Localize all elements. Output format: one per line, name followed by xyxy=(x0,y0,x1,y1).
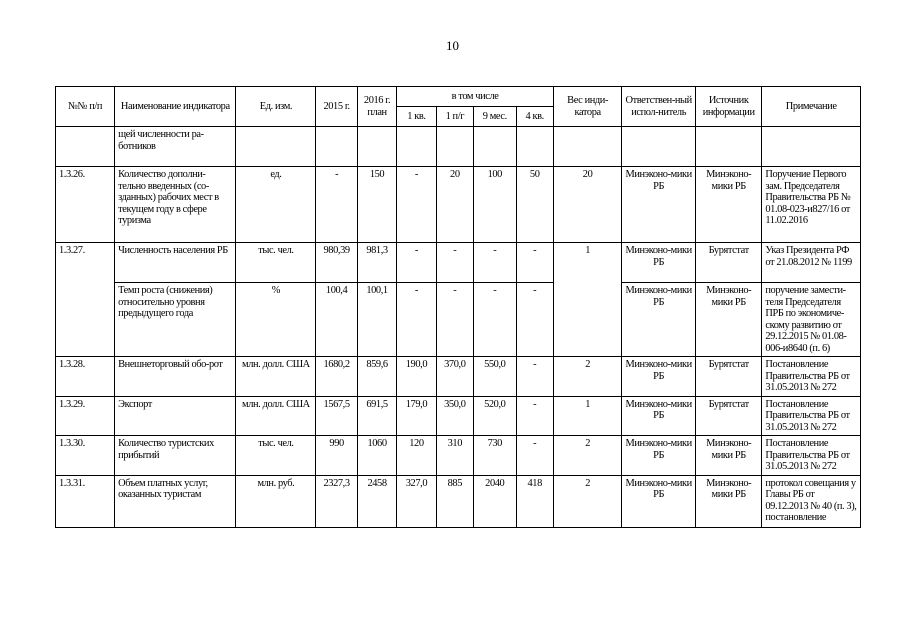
cell-9m: - xyxy=(474,243,517,283)
header-name: Наименование индикатора xyxy=(115,87,236,127)
cell-name: Экспорт xyxy=(115,396,236,436)
cell-num xyxy=(56,127,115,167)
header-9m: 9 мес. xyxy=(474,107,517,127)
cell-2016: 2458 xyxy=(357,475,396,527)
cell-unit: млн. долл. США xyxy=(236,357,316,397)
cell-q4: - xyxy=(516,436,553,476)
cell-q1: - xyxy=(397,283,436,357)
cell-note: Постановление Правительства РБ от 31.05.2013 № 272 xyxy=(762,396,861,436)
cell-responsible: Минэконо-мики РБ xyxy=(622,475,696,527)
cell-2015: 980,39 xyxy=(316,243,357,283)
table-header xyxy=(56,87,861,127)
cell-q1: - xyxy=(397,167,436,243)
cell-q1: 190,0 xyxy=(397,357,436,397)
cell-name: щей численности ра-ботников xyxy=(115,127,236,167)
cell-note: Постановление Правительства РБ от 31.05.2013 № 272 xyxy=(762,436,861,476)
header-responsible: Ответствен-ный испол-нитель xyxy=(622,87,696,127)
cell-responsible: Минэконо-мики РБ xyxy=(622,243,696,283)
header-q4: 4 кв. xyxy=(516,107,553,127)
cell-9m: 520,0 xyxy=(474,396,517,436)
cell-weight: 2 xyxy=(553,436,621,476)
table-row xyxy=(56,357,861,397)
cell-h1: 310 xyxy=(436,436,473,476)
cell-9m: 2040 xyxy=(474,475,517,527)
header-note: Примечание xyxy=(762,87,861,127)
cell-weight: 2 xyxy=(553,475,621,527)
cell-h1: - xyxy=(436,283,473,357)
cell-source: Минэконо-мики РБ xyxy=(695,283,761,357)
cell-unit: тыс. чел. xyxy=(236,243,316,283)
cell-note: Постановление Правительства РБ от 31.05.2013 № 272 xyxy=(762,357,861,397)
cell-q4: 50 xyxy=(516,167,553,243)
cell-name: Объем платных услуг, оказанных туристам xyxy=(115,475,236,527)
cell-q1: 327,0 xyxy=(397,475,436,527)
header-h1: 1 п/г xyxy=(436,107,473,127)
cell-responsible: Минэконо-мики РБ xyxy=(622,357,696,397)
header-2016-plan: 2016 г. план xyxy=(357,87,396,127)
cell-h1: - xyxy=(436,243,473,283)
cell-weight: 1 xyxy=(553,396,621,436)
cell-h1: 20 xyxy=(436,167,473,243)
cell-responsible: Минэконо-мики РБ xyxy=(622,167,696,243)
cell-unit: млн. руб. xyxy=(236,475,316,527)
cell-note: Указ Президента РФ от 21.08.2012 № 1199 xyxy=(762,243,861,283)
cell-weight xyxy=(553,127,621,167)
cell-num: 1.3.30. xyxy=(56,436,115,476)
cell-9m: 550,0 xyxy=(474,357,517,397)
cell-name: Внешнеторговый обо-рот xyxy=(115,357,236,397)
cell-source: Бурятстат xyxy=(695,396,761,436)
header-source: Источник информации xyxy=(695,87,761,127)
cell-responsible: Минэконо-мики РБ xyxy=(622,436,696,476)
cell-unit: млн. долл. США xyxy=(236,396,316,436)
cell-2015: 100,4 xyxy=(316,283,357,357)
table-row xyxy=(56,283,861,357)
table-row xyxy=(56,243,861,283)
table-row xyxy=(56,396,861,436)
cell-2016: 981,3 xyxy=(357,243,396,283)
cell-q1 xyxy=(397,127,436,167)
cell-num: 1.3.28. xyxy=(56,357,115,397)
cell-source: Минэконо-мики РБ xyxy=(695,167,761,243)
cell-note xyxy=(762,127,861,167)
cell-q4 xyxy=(516,127,553,167)
cell-2015: 2327,3 xyxy=(316,475,357,527)
cell-2015: 990 xyxy=(316,436,357,476)
cell-q1: - xyxy=(397,243,436,283)
cell-q1: 179,0 xyxy=(397,396,436,436)
cell-2016: 1060 xyxy=(357,436,396,476)
header-num: №№ п/п xyxy=(56,87,115,127)
cell-2016 xyxy=(357,127,396,167)
cell-h1: 885 xyxy=(436,475,473,527)
cell-name: Темп роста (снижения) относительно уровня предыдущего года xyxy=(115,283,236,357)
cell-q1: 120 xyxy=(397,436,436,476)
cell-note: протокол совещания у Главы РБ от 09.12.2013 № 40 (п. 3), постановление xyxy=(762,475,861,527)
cell-source: Минэконо-мики РБ xyxy=(695,475,761,527)
cell-unit: ед. xyxy=(236,167,316,243)
cell-source: Бурятстат xyxy=(695,357,761,397)
cell-2015 xyxy=(316,127,357,167)
header-weight: Вес инди-катора xyxy=(553,87,621,127)
cell-q4: - xyxy=(516,243,553,283)
table-row xyxy=(56,475,861,527)
header-2015: 2015 г. xyxy=(316,87,357,127)
cell-2016: 100,1 xyxy=(357,283,396,357)
cell-unit xyxy=(236,127,316,167)
cell-h1: 370,0 xyxy=(436,357,473,397)
table-row xyxy=(56,127,861,167)
cell-9m: - xyxy=(474,283,517,357)
cell-num: 1.3.31. xyxy=(56,475,115,527)
cell-2015: 1680,2 xyxy=(316,357,357,397)
cell-note: Поручение Первого зам. Председателя Правительства РБ № 01.08-023-и827/16 от 11.02.2016 xyxy=(762,167,861,243)
cell-2016: 150 xyxy=(357,167,396,243)
cell-2015: - xyxy=(316,167,357,243)
cell-q4: 418 xyxy=(516,475,553,527)
header-unit: Ед. изм. xyxy=(236,87,316,127)
cell-q4: - xyxy=(516,396,553,436)
cell-2015: 1567,5 xyxy=(316,396,357,436)
cell-q4: - xyxy=(516,283,553,357)
cell-2016: 859,6 xyxy=(357,357,396,397)
table-body xyxy=(56,127,861,528)
cell-unit: тыс. чел. xyxy=(236,436,316,476)
cell-h1: 350,0 xyxy=(436,396,473,436)
cell-unit: % xyxy=(236,283,316,357)
cell-weight: 1 xyxy=(553,243,621,357)
cell-source: Минэконо-мики РБ xyxy=(695,436,761,476)
indicators-table xyxy=(55,86,861,528)
cell-responsible: Минэконо-мики РБ xyxy=(622,396,696,436)
cell-name: Численность населения РБ xyxy=(115,243,236,283)
cell-note: поручение замести-теля Председателя ПРБ по экономиче-скому развитию от 29.12.2015 № 01.08-006-и8640 (п. 6) xyxy=(762,283,861,357)
cell-source xyxy=(695,127,761,167)
cell-name: Количество дополни-тельно введенных (со-зданных) рабочих мест в текущем году в сфере туризма xyxy=(115,167,236,243)
page-number: 10 xyxy=(446,38,459,53)
cell-weight: 20 xyxy=(553,167,621,243)
cell-9m: 730 xyxy=(474,436,517,476)
table-row xyxy=(56,167,861,243)
cell-name: Количество туристских прибытий xyxy=(115,436,236,476)
table-row xyxy=(56,436,861,476)
cell-h1 xyxy=(436,127,473,167)
cell-2016: 691,5 xyxy=(357,396,396,436)
header-q1: 1 кв. xyxy=(397,107,436,127)
cell-q4: - xyxy=(516,357,553,397)
cell-num: 1.3.27. xyxy=(56,243,115,357)
cell-9m: 100 xyxy=(474,167,517,243)
cell-source: Бурятстат xyxy=(695,243,761,283)
cell-num: 1.3.29. xyxy=(56,396,115,436)
cell-num: 1.3.26. xyxy=(56,167,115,243)
header-in-total: в том числе xyxy=(397,87,554,107)
cell-9m xyxy=(474,127,517,167)
cell-weight: 2 xyxy=(553,357,621,397)
cell-responsible xyxy=(622,127,696,167)
cell-responsible: Минэконо-мики РБ xyxy=(622,283,696,357)
